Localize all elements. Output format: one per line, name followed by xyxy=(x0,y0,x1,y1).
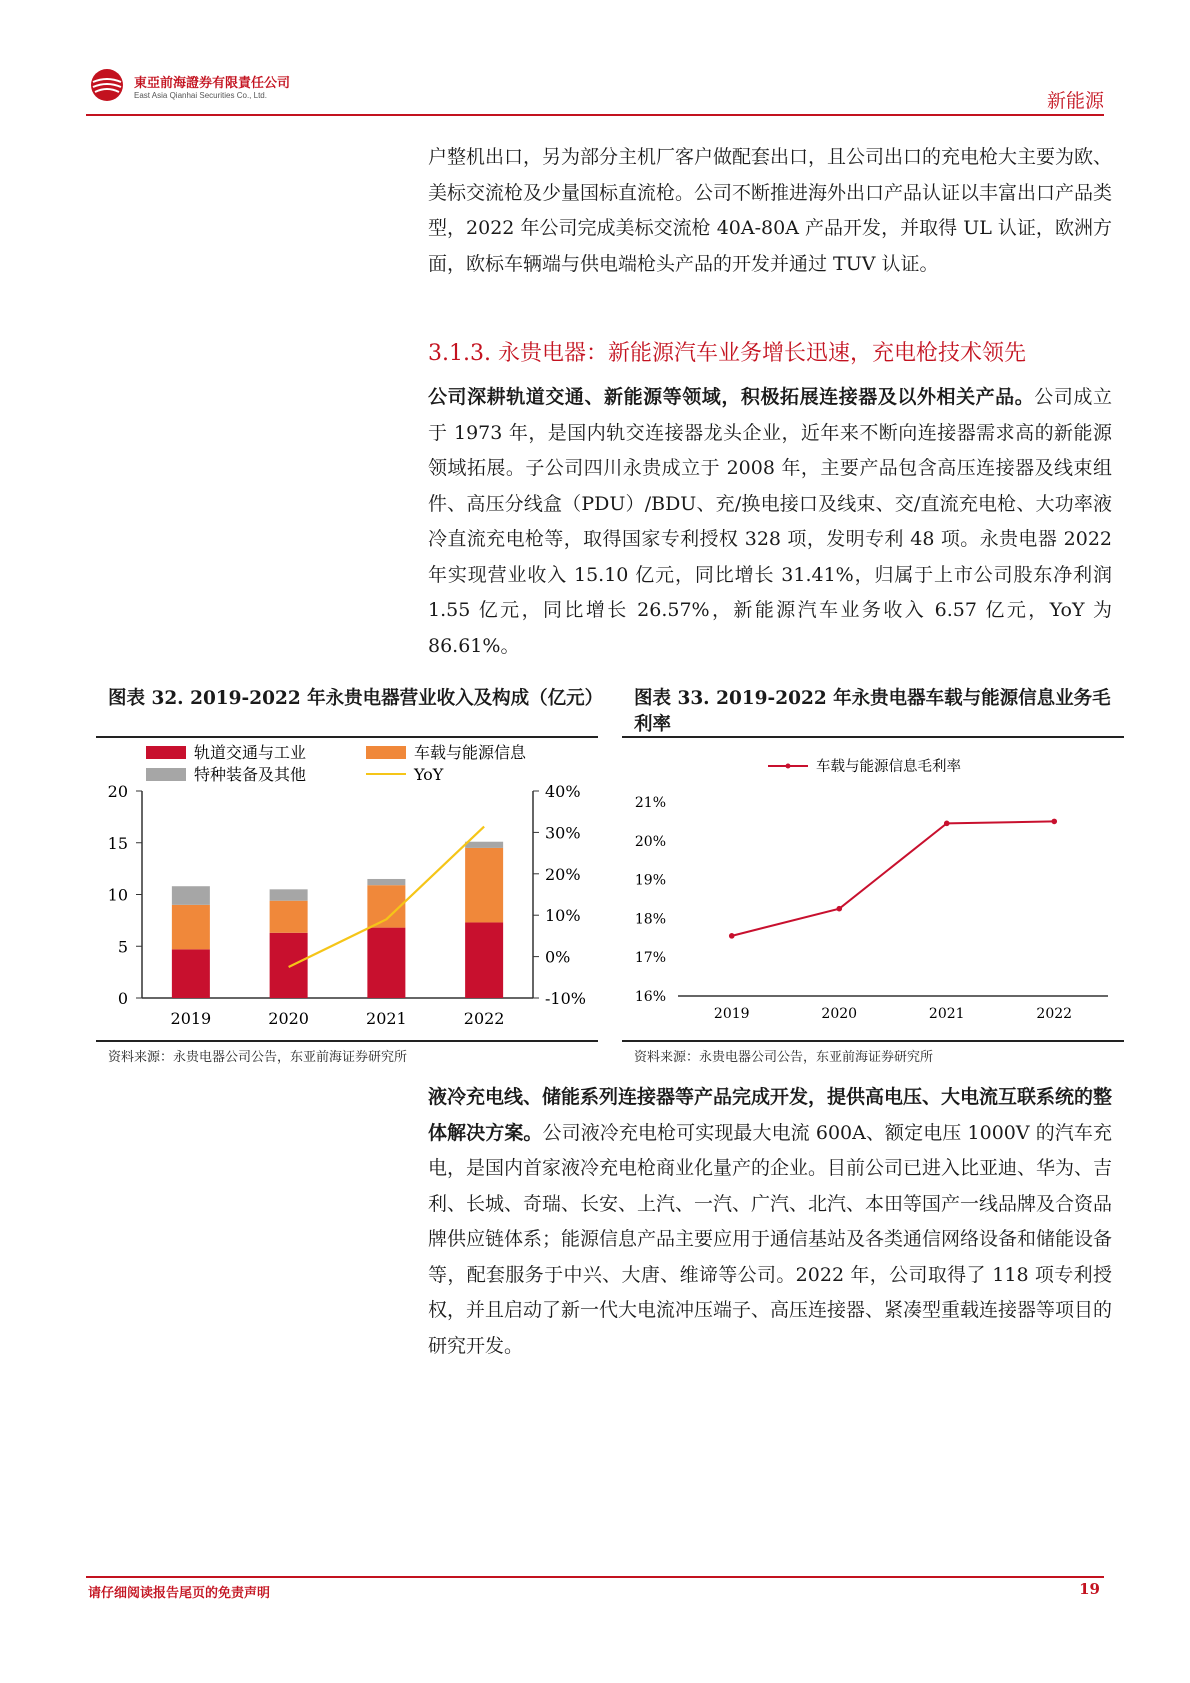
paragraph-body: 公司成立于 1973 年，是国内轨交连接器龙头企业，近年来不断向连接器需求高的新能源领域拓展。子公司四川永贵成立于 2008 年，主要产品包含高压连接器及线束组件、高压分线盒（PDU）/BDU、充/换电接口及线束、交/直流充电枪、大功率液冷直流充电枪等，取得国家专利授权 328 项，发明专利 48 项。永贵电器 2022 年实现营业收入 15.10 亿元，同比增长 31.41%，归属于上市公司股东净利润 1.55 亿元，同比增长 26.57%，新能源汽车业务收入 6.57 亿元，YoY 为 86.61%。 xyxy=(428,386,1112,657)
figure-33-bottom-rule xyxy=(622,1040,1124,1042)
x-tick-label: 2021 xyxy=(928,1006,965,1022)
right-y-tick-label: -10% xyxy=(545,989,586,1008)
bar-segment xyxy=(270,889,308,900)
bar-segment xyxy=(465,848,503,923)
x-tick-label: 2022 xyxy=(1036,1006,1073,1022)
right-y-tick-label: 10% xyxy=(545,906,581,926)
y-tick-label: 21% xyxy=(634,795,666,811)
x-tick-label: 2019 xyxy=(713,1006,750,1022)
margin-point xyxy=(836,906,842,912)
company-logo-icon xyxy=(90,68,124,102)
margin-point xyxy=(729,933,735,939)
x-tick-label: 2022 xyxy=(463,1009,505,1028)
right-y-ticks xyxy=(533,782,586,1008)
section-tag: 新能源 xyxy=(1046,90,1104,112)
y-tick-label: 17% xyxy=(634,950,666,967)
left-y-tick-label: 0 xyxy=(117,989,128,1008)
bar-segment xyxy=(465,842,503,848)
paragraph-company-overview xyxy=(428,380,1112,664)
bar-segment xyxy=(367,928,405,998)
section-heading: 3.1.3. 永贵电器：新能源汽车业务增长迅速，充电枪技术领先 xyxy=(428,341,1026,366)
gross-margin-line-chart xyxy=(622,738,1124,1038)
legend-label-special: 特种装备及其他 xyxy=(194,765,307,784)
right-y-tick-label: 40% xyxy=(545,782,581,801)
left-y-tick-label: 5 xyxy=(117,937,128,957)
legend-label-auto: 车载与能源信息 xyxy=(414,743,527,762)
bar-segment xyxy=(465,922,503,998)
page-number: 19 xyxy=(1079,1580,1100,1598)
right-y-tick-label: 0% xyxy=(545,947,571,967)
disclaimer-note: 请仔细阅读报告尾页的免责声明 xyxy=(88,1586,271,1601)
legend-marker-margin xyxy=(786,764,791,769)
company-name-cn: 東亞前海證券有限責任公司 xyxy=(134,76,291,91)
company-name-en: East Asia Qianhai Securities Co., Ltd. xyxy=(134,91,267,100)
margin-point xyxy=(1051,819,1057,825)
margin-point xyxy=(944,821,950,827)
legend-label-yoy: YoY xyxy=(414,765,444,784)
footer-divider xyxy=(86,1576,1104,1578)
paragraph-liquid-cooling xyxy=(428,1080,1112,1364)
legend-label-rail: 轨道交通与工业 xyxy=(194,743,307,762)
x-tick-label: 2020 xyxy=(268,1009,309,1028)
x-tick-labels xyxy=(714,1006,1072,1022)
x-tick-label: 2019 xyxy=(170,1009,212,1028)
header-divider xyxy=(86,114,1104,116)
figure-32-bottom-rule xyxy=(96,1040,598,1042)
left-y-tick-label: 15 xyxy=(107,833,128,853)
figure-32-source: 资料来源：永贵电器公司公告，东亚前海证券研究所 xyxy=(108,1050,408,1065)
paragraph-export: 户整机出口，另为部分主机厂客户做配套出口，且公司出口的充电枪大主要为欧、美标交流枪及少量国标直流枪。公司不断推进海外出口产品认证以丰富出口产品类型，2022 年公司完成美标交流枪 40A-80A 产品开发，并取得 UL 认证，欧洲方面，欧标车辆端与供电端枪头产品的开发并通过 TUV 认证。 xyxy=(428,146,1113,275)
bar-segment xyxy=(172,949,210,998)
left-y-tick-label: 10 xyxy=(107,885,128,905)
y-tick-label: 18% xyxy=(634,911,666,928)
x-tick-label: 2020 xyxy=(821,1006,858,1022)
figure-32-title: 图表 32. 2019-2022 年永贵电器营业收入及构成（亿元） xyxy=(108,688,604,709)
left-y-ticks xyxy=(108,782,142,1008)
paragraph-body: 公司液冷充电枪可实现最大电流 600A、额定电压 1000V 的汽车充电，是国内首家液冷充电枪商业化量产的企业。目前公司已进入比亚迪、华为、吉利、长城、奇瑞、长安、上汽、一汽、广汽、北汽、本田等国产一线品牌及合资品牌供应链体系；能源信息产品主要应用于通信基站及各类通信网络设备和储能设备等，配套服务于中兴、大唐、维谛等公司。2022 年，公司取得了 118 项专利授权，并且启动了新一代大电流冲压端子、高压连接器、紧凑型重载连接器等项目的研究开发。 xyxy=(428,1121,1113,1357)
x-tick-labels xyxy=(171,1009,505,1028)
bar-segment xyxy=(270,901,308,933)
margin-line-group xyxy=(729,819,1057,939)
y-tick-label: 20% xyxy=(634,833,666,850)
revenue-stacked-bar-chart xyxy=(96,738,598,1038)
paragraph-lead: 公司深耕轨道交通、新能源等领域，积极拓展连接器及以外相关产品。 xyxy=(428,386,1035,408)
legend-swatch-special xyxy=(146,768,186,781)
bar-segment xyxy=(367,879,405,885)
right-y-tick-label: 30% xyxy=(545,823,581,843)
figure-33-source: 资料来源：永贵电器公司公告，东亚前海证券研究所 xyxy=(634,1050,934,1065)
x-tick-label: 2021 xyxy=(366,1009,407,1028)
legend-label-margin: 车载与能源信息毛利率 xyxy=(816,759,961,775)
y-ticks xyxy=(635,795,666,1005)
right-y-tick-label: 20% xyxy=(545,864,581,884)
margin-line xyxy=(732,821,1055,935)
legend-swatch-auto xyxy=(366,746,406,759)
bar-segment xyxy=(172,905,210,950)
bar-segment xyxy=(172,886,210,905)
bar-segment xyxy=(270,933,308,998)
y-tick-label: 16% xyxy=(634,989,666,1005)
figure-33-title: 图表 33. 2019-2022 年永贵电器车载与能源信息业务毛利率 xyxy=(634,688,1111,735)
bar-group xyxy=(172,842,503,998)
legend-swatch-rail xyxy=(146,746,186,759)
paragraph-lead: 液冷充电线、储能系列连接器等产品完成开发，提供高电压、大电流互联系统的整体解决方案。 xyxy=(428,1086,1113,1144)
y-tick-label: 19% xyxy=(634,872,666,889)
left-y-tick-label: 20 xyxy=(107,782,128,801)
